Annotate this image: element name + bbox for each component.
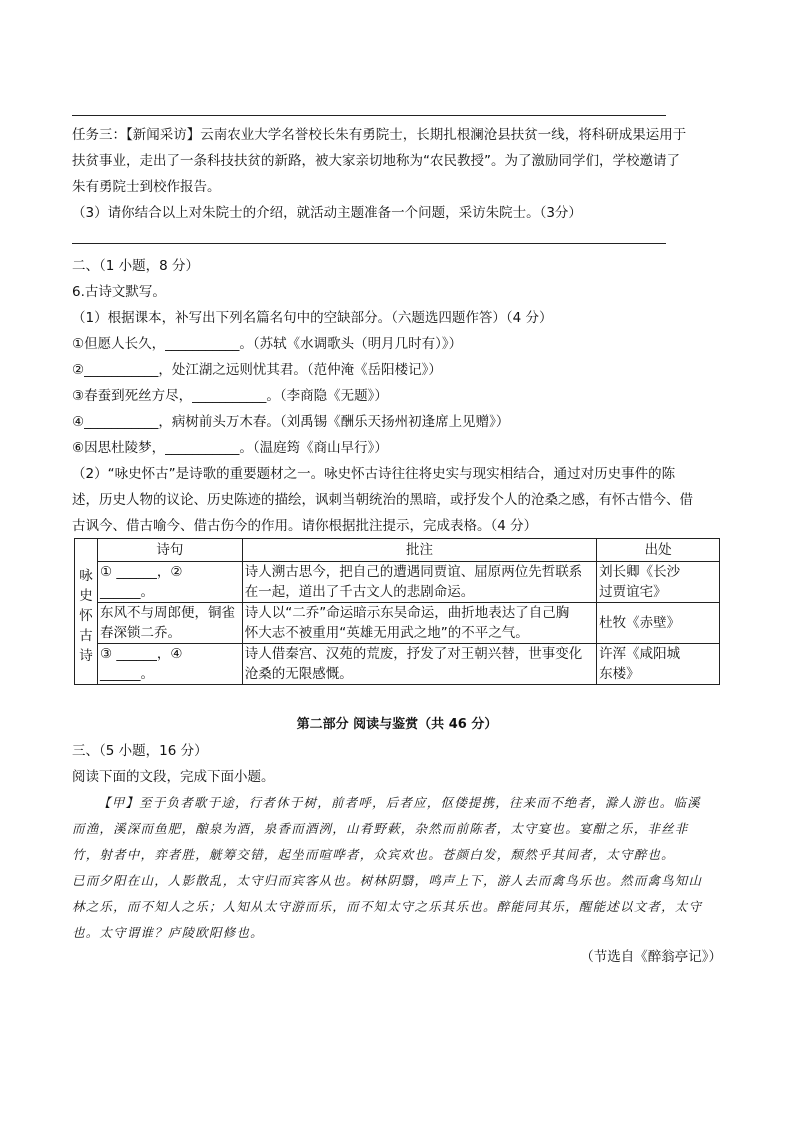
- verse-line[interactable]: ______。: [99, 584, 154, 600]
- side-char: 史: [79, 588, 93, 604]
- verse-cell: [97, 603, 242, 644]
- table-row: [75, 603, 720, 644]
- source-line: 杜牧《赤壁》: [599, 615, 681, 631]
- header-note: 批注: [242, 539, 596, 562]
- note-line: 诗人溯古思今，把自己的遭遇同贾谊、屈原两位先哲联系: [244, 564, 583, 580]
- source-line: 刘长卿《长沙: [599, 564, 681, 580]
- task3-line2: 扶贫事业，走出了一条科技扶贫的新路，被大家亲切地称为“农民教授”。为了激励同学们，学校邀请了: [72, 153, 680, 169]
- note-cell: [242, 603, 596, 644]
- part2-title: 第二部分 阅读与鉴赏（共 46 分）: [296, 717, 498, 732]
- table-row: [75, 562, 720, 603]
- verse-line: 春深锁二乔。: [99, 625, 181, 641]
- reading-instruction: 阅读下面的文段，完成下面小题。: [72, 769, 275, 785]
- passage-source: （节选自《醉翁亭记》）: [580, 949, 722, 965]
- passage-line: 也。太守谓谁？庐陵欧阳修也。: [72, 925, 264, 940]
- source-line: 许浑《咸阳城: [599, 646, 681, 662]
- fill-item-1[interactable]: ①但愿人长久，___________。（苏轼《水调歌头（明月几时有）》）: [72, 336, 463, 352]
- table-row: [75, 644, 720, 685]
- question-6-1: （1）根据课本，补写出下列名篇名句中的空缺部分。（六题选四题作答）（4 分）: [72, 310, 553, 326]
- verse-line[interactable]: ③ ______，④: [99, 646, 183, 662]
- answer-line-task3[interactable]: [72, 243, 666, 244]
- verse-line[interactable]: ① ______，②: [99, 564, 183, 580]
- side-char: 咏: [79, 568, 93, 584]
- note-line: 诗人借秦宫、汉苑的荒废，抒发了对王朝兴替，世事变化: [244, 646, 583, 662]
- source-line: 过贾谊宅》: [599, 584, 667, 600]
- question-6-2-line2: 述，历史人物的议论、历史陈迹的描绘，讽刺当朝统治的黑暗，或抒发个人的沧桑之感，有怀古惜今、借: [72, 492, 693, 508]
- passage-line: 已而夕阳在山，人影散乱，太守归而宾客从也。树林阴翳，鸣声上下，游人去而禽鸟乐也。然而禽鸟知山: [72, 873, 703, 888]
- note-line: 怀大志不被重用“英雄无用武之地”的不平之气。: [244, 625, 529, 641]
- source-line: 东楼》: [599, 666, 640, 682]
- verse-cell[interactable]: [97, 644, 242, 685]
- table-side-label: [75, 539, 98, 685]
- note-line: 诗人以“二乔”命运暗示东吴命运，曲折地表达了自己胸: [244, 605, 570, 621]
- task3-line1: 任务三：【新闻采访】云南农业大学名誉校长朱有勇院士，长期扎根澜沧县扶贫一线，将科研成果运用于: [72, 127, 687, 143]
- answer-line-top: [72, 115, 666, 116]
- source-cell: [597, 603, 720, 644]
- header-source: 出处: [597, 539, 720, 562]
- verse-line: 东风不与周郎便，铜雀: [99, 605, 235, 621]
- verse-cell[interactable]: [97, 562, 242, 603]
- fill-item-6[interactable]: ⑥因思杜陵梦，___________。（温庭筠《商山早行》）: [72, 440, 388, 456]
- note-cell: [242, 644, 596, 685]
- source-cell: [597, 644, 720, 685]
- question-6-2-line3: 古讽今、借古喻今、借古伤今的作用。请你根据批注提示，完成表格。（4 分）: [72, 518, 538, 534]
- passage-line: 竹，射者中，弈者胜，觥筹交错，起坐而喧哗者，众宾欢也。苍颜白发，颓然乎其间者，太守醉也。: [72, 847, 675, 862]
- question-6-title: 6.古诗文默写。: [72, 284, 166, 300]
- fill-item-2[interactable]: ②___________，处江湖之远则忧其君。（范仲淹《岳阳楼记》）: [72, 362, 442, 378]
- section3-heading: 三、（5 小题，16 分）: [72, 743, 208, 759]
- task3-question: （3）请你结合以上对朱院士的介绍，就活动主题准备一个问题，采访朱院士。（3分）: [72, 205, 582, 221]
- note-line: 在一起，道出了千古文人的悲剧命运。: [244, 584, 475, 600]
- header-verse: 诗句: [97, 539, 242, 562]
- verse-line[interactable]: ______。: [99, 666, 154, 682]
- note-cell: [242, 562, 596, 603]
- passage-line: 【甲】至于负者歌于途，行者休于树，前者呼，后者应，伛偻提携，往来而不绝者，滁人游也。临溪: [98, 795, 701, 810]
- fill-item-3[interactable]: ③春蚕到死丝方尽，___________。（李商隐《无题》）: [72, 388, 388, 404]
- side-char: 怀: [79, 608, 93, 624]
- passage-line: 林之乐，而不知人之乐；人知从太守游而乐，而不知太守之乐其乐也。醉能同其乐，醒能述以文者，太守: [72, 899, 703, 914]
- poetry-table: [74, 538, 720, 685]
- note-line: 沧桑的无限感慨。: [244, 666, 353, 682]
- section2-heading: 二、（1 小题，8 分）: [72, 258, 200, 274]
- question-6-2-line1: （2）“咏史怀古”是诗歌的重要题材之一。咏史怀古诗往往将史实与现实相结合，通过对历史事件的陈: [72, 466, 676, 482]
- task3-line3: 朱有勇院士到校作报告。: [72, 179, 221, 195]
- side-char: 古: [79, 628, 93, 644]
- passage-line: 而渔，溪深而鱼肥，酿泉为酒，泉香而酒洌，山肴野蔌，杂然而前陈者，太守宴也。宴酣之乐，非丝非: [72, 821, 689, 836]
- fill-item-4[interactable]: ④___________，病树前头万木春。（刘禹锡《酬乐天扬州初逢席上见赠》）: [72, 414, 510, 430]
- side-char: 诗: [79, 648, 93, 664]
- passage-jia: [72, 790, 722, 946]
- source-cell: [597, 562, 720, 603]
